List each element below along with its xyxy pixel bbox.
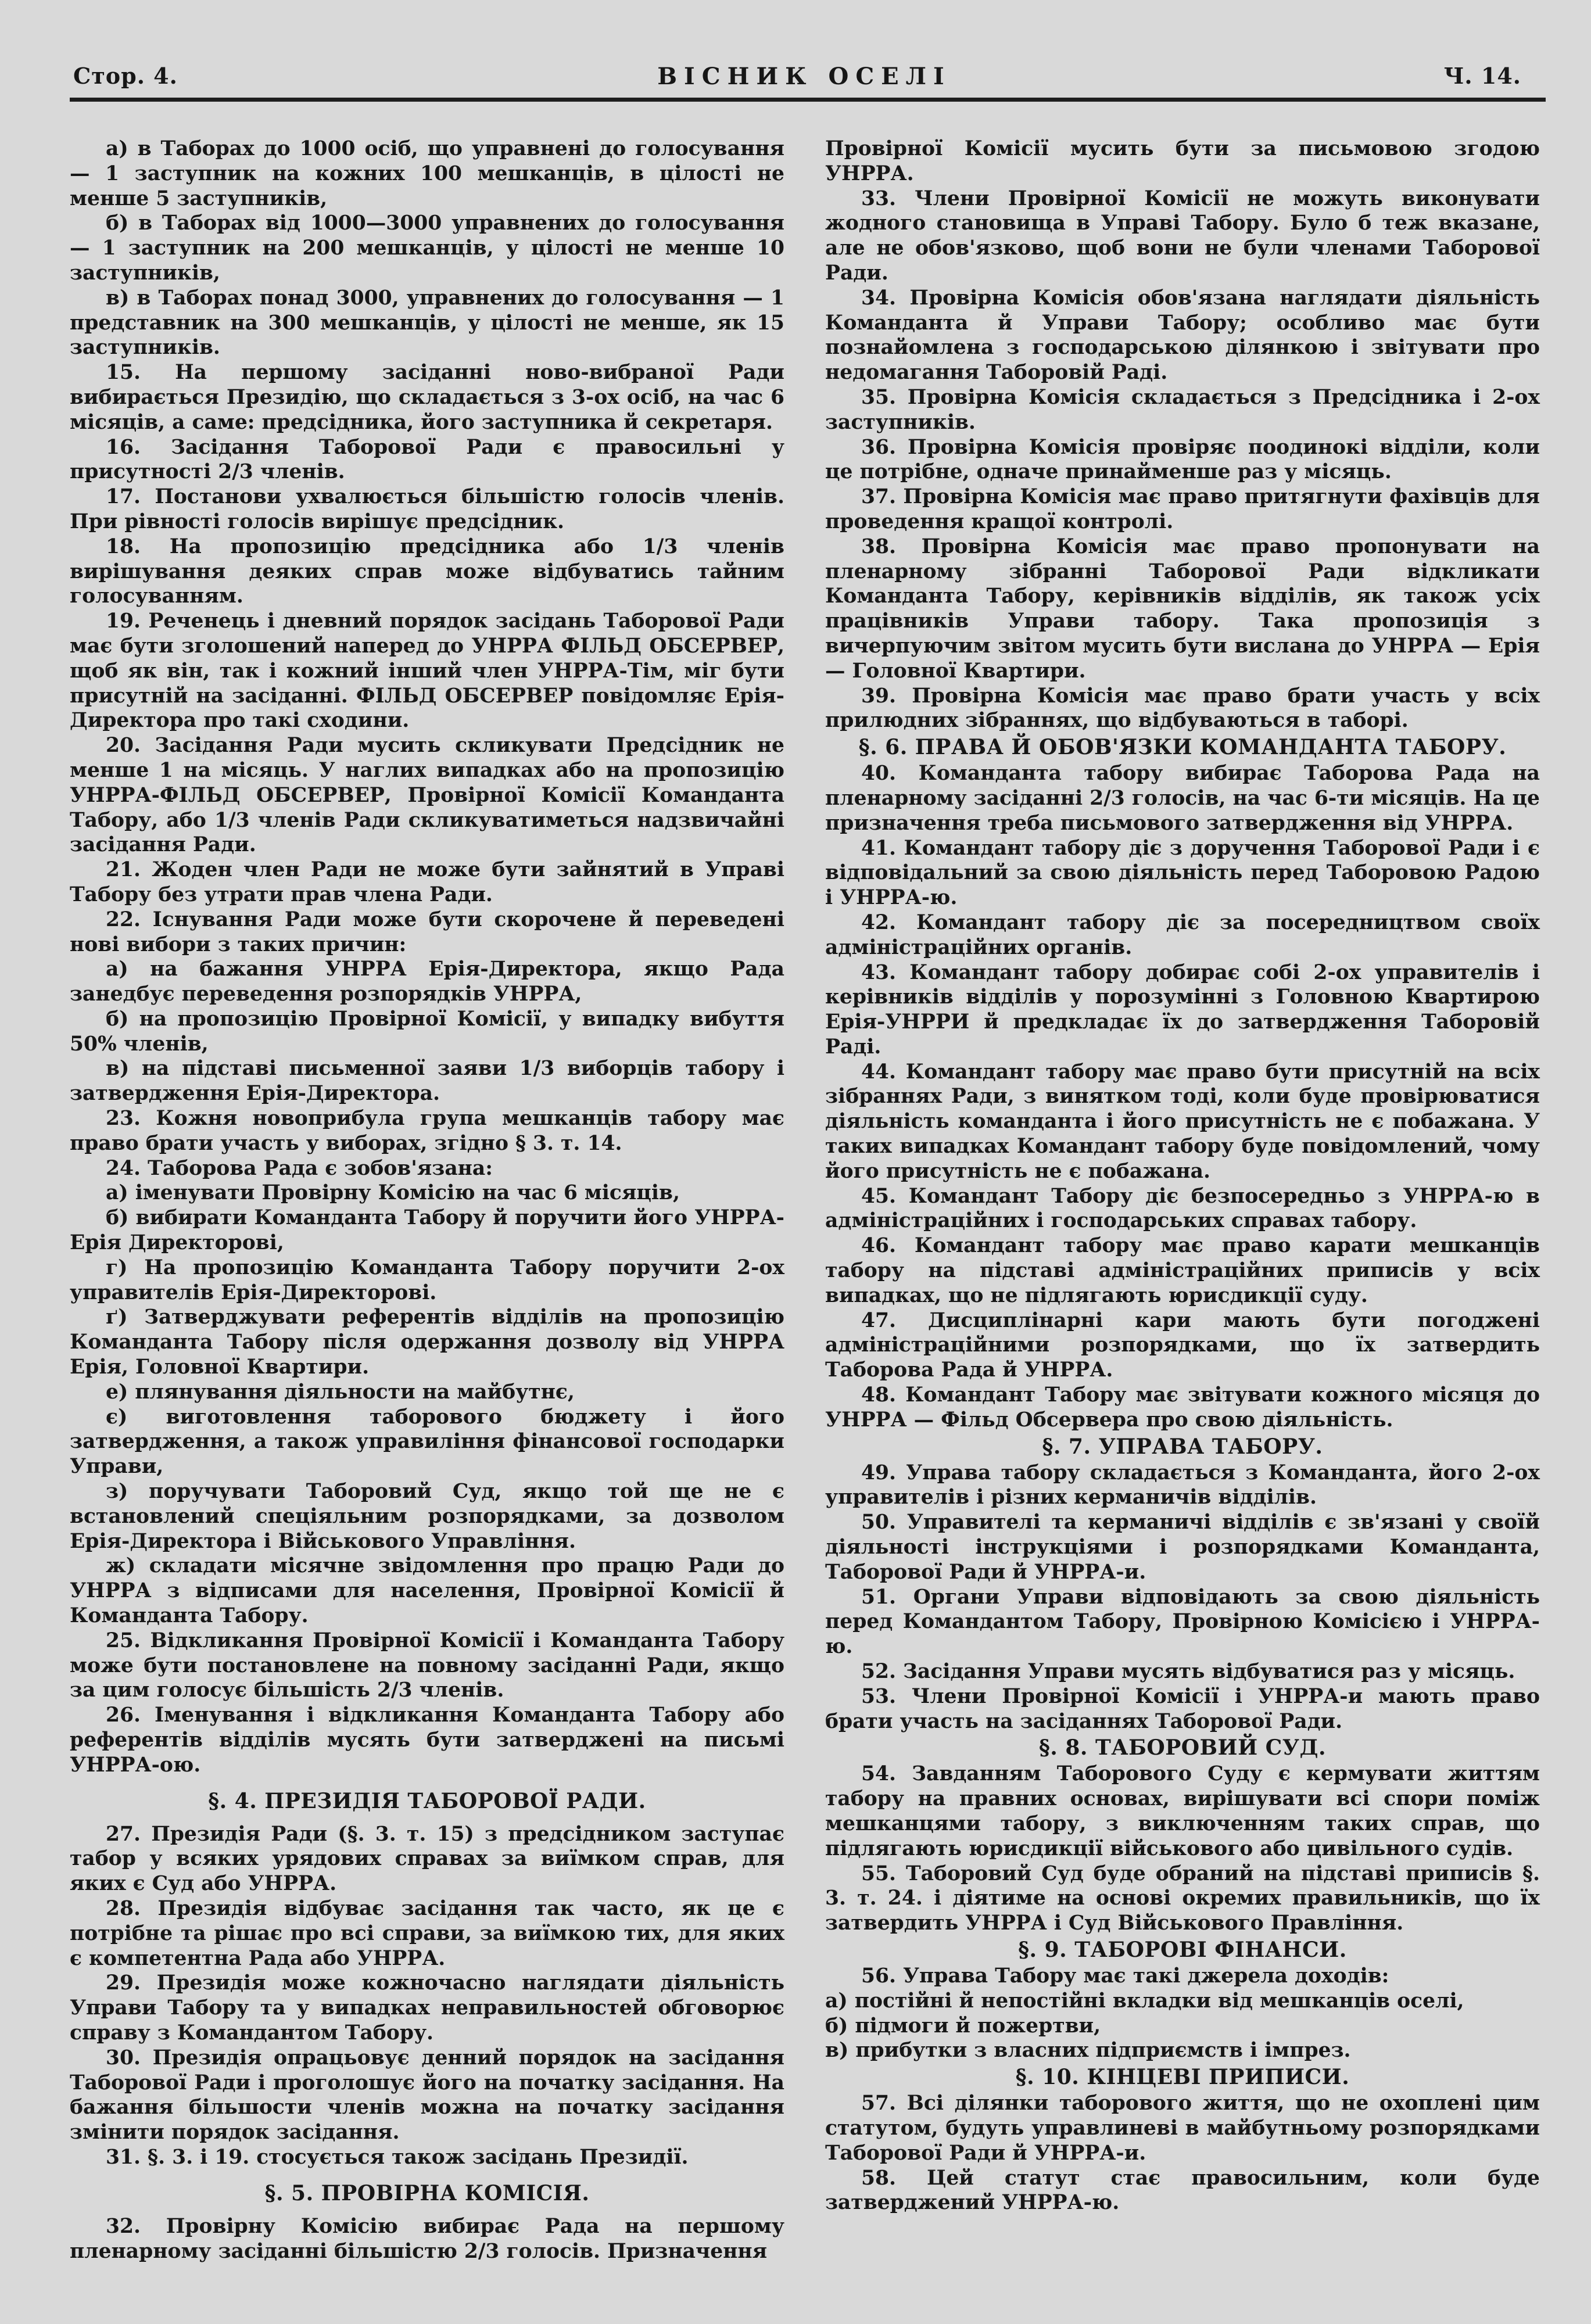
section-heading-10: §. 10. КІНЦЕВІ ПРИПИСИ. (1015, 2065, 1350, 2090)
paragraph: 23. Кожня новоприбула група мешканців табору має право брати участь у виборах, згідно § 3. т. 14. (70, 1107, 784, 1155)
section-heading-8: §. 8. ТАБОРОВИЙ СУД. (1038, 1735, 1327, 1760)
paragraph: 53. Члени Провірної Комісії і УНРРА-и мають право брати участь на засіданнях Таборової Ради. (825, 1684, 1540, 1733)
paragraph: 35. Провірна Комісія складається з Предсідника і 2-ох заступників. (825, 385, 1540, 434)
paragraph: 41. Командант табору діє з доручення Таборової Ради і є відповідальний за свою діяльність перед Таборовою Радою і УНРРА-ю. (825, 836, 1540, 910)
paragraph: 42. Командант табору діє за посередництвом своїх адміністраційних органів. (825, 910, 1540, 959)
paragraph: 26. Іменування і відкликання Команданта Табору або референтів відділів мусять бути затверджені на письмі УНРРА-ою. (70, 1703, 784, 1777)
paragraph: 21. Жоден член Ради не може бути зайнятий в Управі Табору без утрати прав члена Ради. (70, 858, 784, 906)
paragraph: 24. Таборова Рада є зобов'язана: (106, 1156, 493, 1180)
paragraph: б) вибирати Команданта Табору й поручити його УНРРА-Ерія Директорові, (70, 1206, 784, 1255)
paragraph: в) в Таборах понад 3000, управнених до голосування — 1 представник на 300 мешканців, у цілості не менше, як 15 заступників. (70, 286, 784, 360)
paragraph: 17. Постанови ухвалюється більшістю голосів членів. При рівності голосів вирішує предсідник. (70, 485, 784, 533)
paragraph: 31. §. 3. і 19. стосується також засідань Президії. (106, 2145, 689, 2169)
paragraph: ж) складати місячне звідомлення про працю Ради до УНРРА з відписами для населення, Провірної Комісії й Команданта Табору. (70, 1554, 784, 1628)
paragraph: 30. Президія опрацьовує денний порядок на засідання Таборової Ради і проголошує його на початку засідання. На бажання більшости членів можна на початку засідання змінити порядок засідання. (70, 2046, 784, 2144)
paragraph: 40. Команданта табору вибирає Таборова Рада на пленарному засіданні 2/3 голосів, на час 6-ти місяців. На це призначення треба письмового затвердження від УНРРА. (825, 762, 1540, 835)
paragraph: 58. Цей статут стає правосильним, коли буде затверджений УНРРА-ю. (825, 2166, 1540, 2215)
paragraph: а) в Таборах до 1000 осіб, що управнені до голосування — 1 заступник на кожних 100 мешканців, в цілості не менше 5 заступників, (70, 137, 784, 210)
paragraph: 18. На пропозицію предсідника або 1/3 членів вирішування деяких справ може відбуватись тайним голосуванням. (70, 535, 784, 608)
paragraph: а) постійні й непостійні вкладки від мешканців оселі, (825, 1989, 1464, 2013)
paragraph: 50. Управителі та керманичі відділів є зв'язані у своїй діяльності інструкціями і розпорядками Команданта, Таборової Ради й УНРРА-и. (825, 1511, 1540, 1584)
paragraph: 43. Командант табору добирає собі 2-ох управителів і керівників відділів у порозумінні з Головною Квартирою Ерія-УНРРИ й предкладає їх до затвердження Таборовій Раді. (825, 960, 1540, 1059)
paragraph: а) на бажання УНРРА Ерія-Директора, якщо Рада занедбує переведення розпорядків УНРРА, (70, 957, 784, 1006)
paragraph: 56. Управа Табору має такі джерела доходів: (861, 1964, 1389, 1988)
paragraph: 44. Командант табору має право бути присутній на всіх зібраннях Ради, з винятком тоді, коли буде провірюватися діяльність команданта і його присутність не є побажана. У таких випадках Командант табору буде повідомлений, чому його присутність не є побажана. (825, 1060, 1540, 1183)
paragraph: 57. Всі ділянки таборового життя, що не охоплені цим статутом, будуть управлиневі в майбутньому розпорядками Таборової Ради й УНРРА-и. (825, 2092, 1540, 2165)
paragraph: 48. Командант Табору має звітувати кожного місяця до УНРРА — Фільд Обсервера про свою діяльність. (825, 1383, 1540, 1432)
paragraph: 46. Командант табору має право карати мешканців табору на підставі адміністраційних приписів у всіх випадках, що не підлягають юрисдикції суду. (825, 1234, 1540, 1307)
section-heading-9: §. 9. ТАБОРОВІ ФІНАНСИ. (1018, 1937, 1347, 1962)
page-number: Стор. 4. (73, 63, 178, 89)
paragraph: є) виготовлення таборового бюджету і його затвердження, а також управиління фінансової господарки Управи, (70, 1405, 784, 1479)
paragraph: 33. Члени Провірної Комісії не можуть виконувати жодного становища в Управі Табору. Було б теж вказане, але не обов'язково, щоб вони не були членами Таборової Ради. (825, 187, 1540, 285)
paragraph: 52. Засідання Управи мусять відбуватися раз у місяць. (861, 1660, 1515, 1684)
paragraph: б) в Таборах від 1000—3000 управнених до голосування — 1 заступник на 200 мешканців, у цілості не менше 10 заступників, (70, 211, 784, 285)
paragraph: 19. Реченець і дневний порядок засідань Таборової Ради має бути зголошений наперед до УНРРА ФІЛЬД ОБСЕРВЕР, щоб як він, так і кожний інший член УНРРА-Тім, міг бути присутній на засіданні. ФІЛЬД ОБСЕРВЕР повідомляє Ерія-Директора про такі сходини. (70, 609, 784, 733)
paragraph: Провірної Комісії мусить бути за письмовою згодою УНРРА. (825, 137, 1540, 185)
paragraph: 45. Командант Табору діє безпосередньо з УНРРА-ю в адміністраційних і господарських справах табору. (825, 1184, 1540, 1233)
paragraph: б) підмоги й пожертви, (825, 2014, 1101, 2038)
paragraph: в) прибутки з власних підприємств і імпрез. (825, 2039, 1351, 2063)
paragraph: 36. Провірна Комісія провіряє поодинокі відділи, коли це потрібне, одначе принайменше раз у місяць. (825, 435, 1540, 484)
section-heading-6: §. 6. ПРАВА Й ОБОВ'ЯЗКИ КОМАНДАНТА ТАБОРУ. (858, 735, 1507, 760)
paragraph: 34. Провірна Комісія обов'язана наглядати діяльність Команданта й Управи Табору; особливо має бути познайомлена з господарською ділянкою і звітувати про недомагання Таборовій Раді. (825, 286, 1540, 385)
header-rule (70, 98, 1546, 102)
left-column (70, 137, 784, 2289)
paragraph: 32. Провірну Комісію вибирає Рада на першому пленарному засіданні більшістю 2/3 голосів. Призначення (70, 2214, 784, 2263)
publication-title: ВІСНИК ОСЕЛІ (657, 63, 951, 90)
paragraph: 49. Управа табору складається з Команданта, його 2-ох управителів і різних керманичів відділів. (825, 1461, 1540, 1509)
paragraph: 22. Існування Ради може бути скорочене й переведені нові вибори з таких причин: (70, 908, 784, 956)
right-column (825, 137, 1540, 2289)
paragraph: е) плянування діяльности на майбутнє, (106, 1380, 575, 1404)
paragraph: 38. Провірна Комісія має право пропонувати на пленарному зібранні Таборової Ради відкликати Команданта Табору, керівників відділів, як також усіх працівників Управи табору. Така пропозиція з вичерпуючим звітом мусить бути вислана до УНРРА — Ерія — Головної Квартири. (825, 535, 1540, 683)
paragraph: в) на підставі письменної заяви 1/3 виборців табору і затвердження Ерія-Директора. (70, 1057, 784, 1106)
section-heading-5: §. 5. ПРОВІРНА КОМІСІЯ. (264, 2180, 590, 2205)
paragraph: 20. Засідання Ради мусить скликувати Предсідник не менше 1 на місяць. У наглих випадках або на пропозицію УНРРА-ФІЛЬД ОБСЕРВЕР, Провірної Комісії Команданта Табору, або 1/3 членів Ради скликуватиметься надзвичайні засідання Ради. (70, 734, 784, 857)
paragraph: 47. Дисциплінарні кари мають бути погоджені адміністраційними розпорядками, що їх затвердить Таборова Рада й УНРРА. (825, 1308, 1540, 1382)
paragraph: 37. Провірна Комісія має право притягнути фахівців для проведення кращої контролі. (825, 485, 1540, 533)
paragraph: ґ) Затверджувати референтів відділів на пропозицію Команданта Табору після одержання дозволу від УНРРА Ерія, Головної Квартири. (70, 1306, 784, 1379)
paragraph: 28. Президія відбуває засідання так часто, як це є потрібне та рішає про всі справи, за виїмкою тих, для яких є компетентна Рада або УНРРА. (70, 1896, 784, 1970)
paragraph: 15. На першому засіданні ново-вибраної Ради вибирається Президію, що складається з 3-ох осіб, на час 6 місяців, а саме: предсідника, його заступника й секретаря. (70, 361, 784, 434)
paragraph: 39. Провірна Комісія має право брати участь у всіх прилюдних зібраннях, що відбуваються в таборі. (825, 684, 1540, 733)
paragraph: б) на пропозицію Провірної Комісії, у випадку вибуття 50% членів, (70, 1007, 784, 1056)
paragraph: 55. Таборовий Суд буде обраний на підставі приписів §. 3. т. 24. і діятиме на основі окремих правильників, що їх затвердить УНРРА і Суд Військового Правління. (825, 1862, 1540, 1935)
paragraph: 25. Відкликання Провірної Комісії і Команданта Табору може бути постановлене на повному засіданні Ради, якщо за цим голосує більшість 2/3 членів. (70, 1629, 784, 1702)
paragraph: 29. Президія може кожночасно наглядати діяльність Управи Табору та у випадках неправильностей обговорює справу з Командантом Табору. (70, 1971, 784, 2045)
paragraph: з) поручувати Таборовий Суд, якщо той ще не є встановлений спеціяльним розпорядками, за дозволом Ерія-Директора і Військового Управління. (70, 1480, 784, 1553)
paragraph: 27. Президія Ради (§. 3. т. 15) з предсідником заступає табор у всяких урядових справах за виїмком справ, для яких є Суд або УНРРА. (70, 1822, 784, 1896)
paragraph: а) іменувати Провірну Комісію на час 6 місяців, (106, 1181, 680, 1205)
issue-number: Ч. 14. (1443, 63, 1521, 89)
paragraph: 54. Завданням Таборового Суду є кермувати життям табору на правних основах, вирішувати всі спори поміж мешканцями табору, з виключенням таких справ, що підлягають юрисдикції військового або цивільного судів. (825, 1762, 1540, 1860)
section-heading-4: §. 4. ПРЕЗИДІЯ ТАБОРОВОЇ РАДИ. (208, 1788, 646, 1813)
paragraph: 16. Засідання Таборової Ради є правосильні у присутності 2/3 членів. (70, 435, 784, 484)
paragraph: 51. Органи Управи відповідають за свою діяльність перед Командантом Табору, Провірною Комісією і УНРРА-ю. (825, 1585, 1540, 1659)
section-heading-7: §. 7. УПРАВА ТАБОРУ. (1042, 1434, 1323, 1459)
paragraph: г) На пропозицію Команданта Табору поручити 2-ох управителів Ерія-Директорові. (70, 1256, 784, 1304)
